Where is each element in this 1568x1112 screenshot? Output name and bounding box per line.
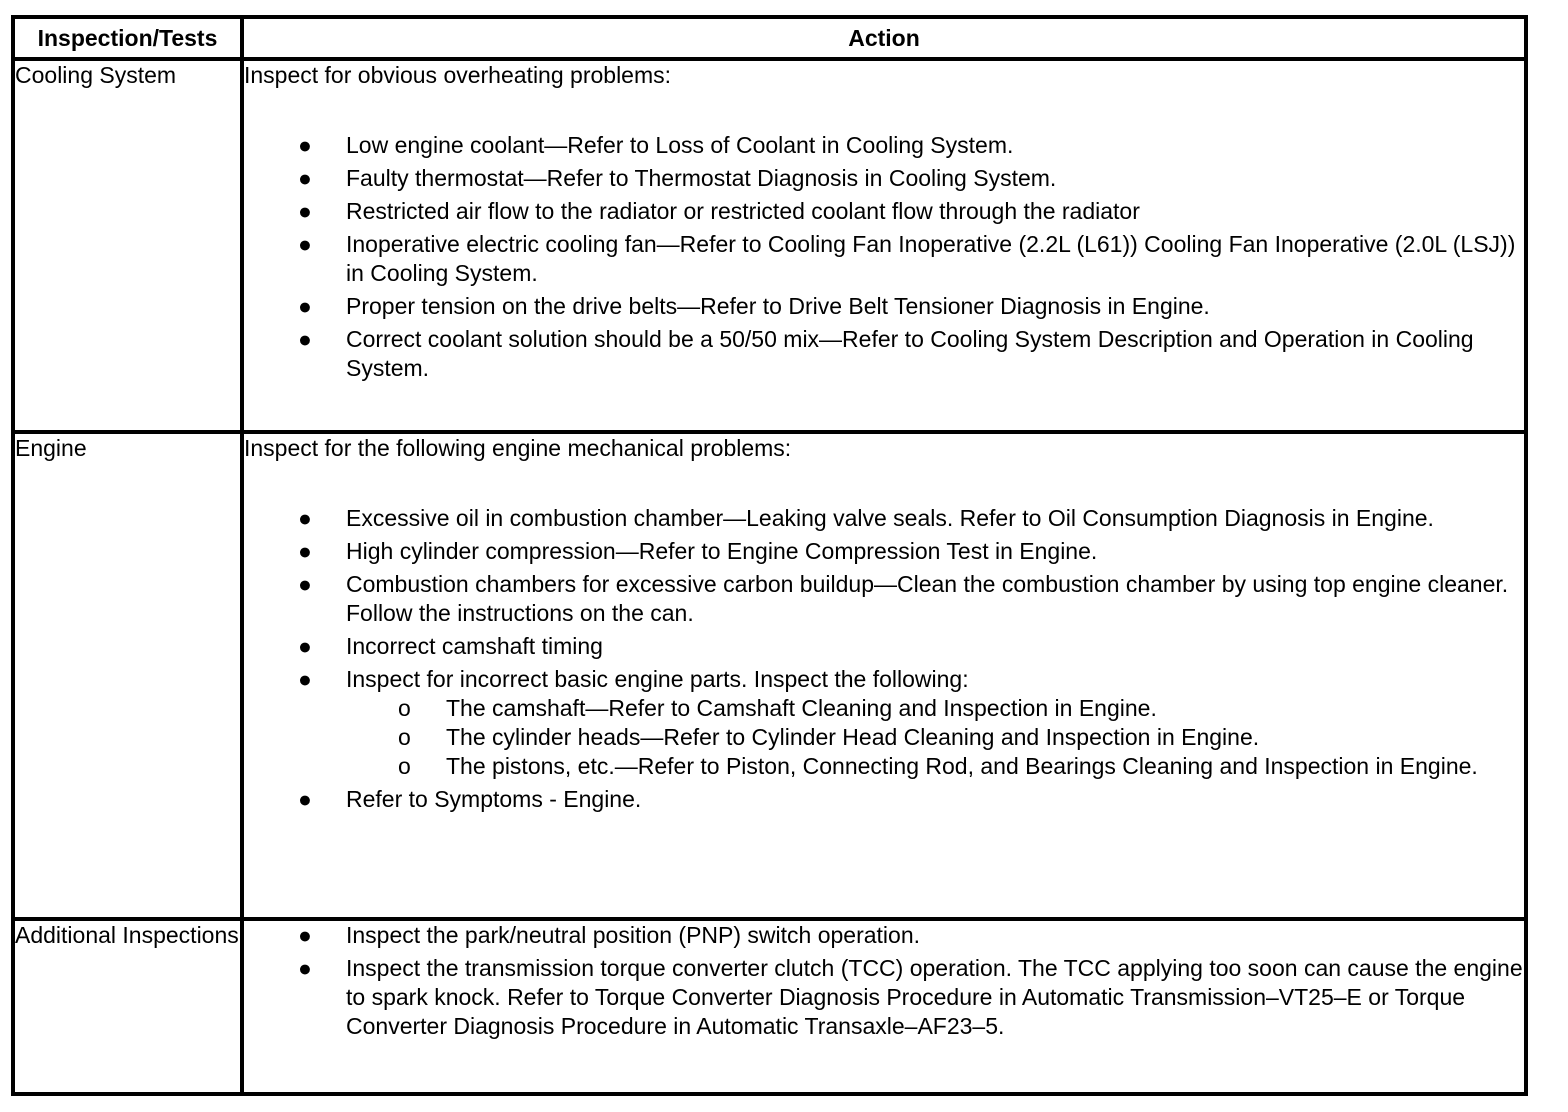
sub-list-item-text: The cylinder heads—Refer to Cylinder Head Cleaning and Inspection in Engine.: [446, 724, 1260, 750]
list-item-text: Inspect for incorrect basic engine parts. Inspect the following:: [346, 666, 969, 692]
diagnosis-table: [11, 15, 1528, 1096]
list-item: [244, 230, 1524, 288]
header-row: [13, 17, 1526, 59]
sub-bullet-icon: o: [398, 695, 411, 721]
sub-list-item: [346, 694, 1524, 723]
bullet-list: [244, 131, 1524, 383]
table-row: [13, 919, 1526, 1094]
bullet-icon: ●: [298, 198, 312, 224]
sub-bullet-icon: o: [398, 724, 411, 750]
sub-bullet-list: [346, 694, 1524, 781]
header-action: Action: [242, 17, 1526, 59]
list-item: [244, 504, 1524, 533]
list-item-text: Correct coolant solution should be a 50/50 mix—Refer to Cooling System Description and Operation in Cooling System.: [346, 326, 1474, 381]
list-item: [244, 785, 1524, 814]
list-item-text: Low engine coolant—Refer to Loss of Coolant in Cooling System.: [346, 132, 1014, 158]
list-item: [244, 131, 1524, 160]
list-item-text: Excessive oil in combustion chamber—Leaking valve seals. Refer to Oil Consumption Diagnosis in Engine.: [346, 505, 1434, 531]
row-label: Engine: [13, 432, 242, 919]
row-action: [242, 919, 1526, 1094]
list-item: [244, 164, 1524, 193]
bullet-icon: ●: [298, 666, 312, 692]
list-item: [244, 325, 1524, 383]
bullet-icon: ●: [298, 293, 312, 319]
list-item: [244, 570, 1524, 628]
action-intro: Inspect for the following engine mechanical problems:: [244, 435, 792, 461]
list-item: [244, 537, 1524, 566]
bullet-icon: ●: [298, 231, 312, 257]
bullet-icon: ●: [298, 538, 312, 564]
list-item-text: Combustion chambers for excessive carbon buildup—Clean the combustion chamber by using top engine cleaner. Follow the instructions on the can.: [346, 571, 1509, 626]
list-item-text: Incorrect camshaft timing: [346, 633, 603, 659]
bullet-icon: ●: [298, 633, 312, 659]
table-row: [13, 432, 1526, 919]
list-item-text: High cylinder compression—Refer to Engine Compression Test in Engine.: [346, 538, 1098, 564]
sub-bullet-icon: o: [398, 753, 411, 779]
bullet-list: [244, 921, 1524, 1041]
list-item: [244, 197, 1524, 226]
sub-list-item-text: The pistons, etc.—Refer to Piston, Connecting Rod, and Bearings Cleaning and Inspection in Engine.: [446, 753, 1478, 779]
list-item: [244, 665, 1524, 781]
list-item-text: Inspect the park/neutral position (PNP) switch operation.: [346, 922, 921, 948]
row-label: Additional Inspections: [13, 919, 242, 1094]
list-item-text: Refer to Symptoms - Engine.: [346, 786, 642, 812]
list-item-text: Proper tension on the drive belts—Refer to Drive Belt Tensioner Diagnosis in Engine.: [346, 293, 1210, 319]
action-intro: Inspect for obvious overheating problems:: [244, 62, 672, 88]
list-item-text: Inspect the transmission torque converter clutch (TCC) operation. The TCC applying too soon can cause the engine to spark knock. Refer to Torque Converter Diagnosis Procedure in Automatic Transmission–VT25–E or Torque Converter Diagnosis Procedure in Automatic Transaxle–AF23–5.: [346, 955, 1523, 1039]
list-item-text: Restricted air flow to the radiator or restricted coolant flow through the radiator: [346, 198, 1140, 224]
list-item: [244, 954, 1524, 1041]
list-item: [244, 292, 1524, 321]
bullet-icon: ●: [298, 326, 312, 352]
sub-list-item-text: The camshaft—Refer to Camshaft Cleaning and Inspection in Engine.: [446, 695, 1157, 721]
list-item-text: Inoperative electric cooling fan—Refer to Cooling Fan Inoperative (2.2L (L61)) Cooling Fan Inoperative (2.0L (LSJ)) in Cooling System.: [346, 231, 1516, 286]
list-item: [244, 632, 1524, 661]
list-item-text: Faulty thermostat—Refer to Thermostat Diagnosis in Cooling System.: [346, 165, 1057, 191]
header-inspection-tests: Inspection/Tests: [13, 17, 242, 59]
list-item: [244, 921, 1524, 950]
row-action: [242, 432, 1526, 919]
table-row: [13, 59, 1526, 432]
row-action: [242, 59, 1526, 432]
bullet-icon: ●: [298, 132, 312, 158]
bullet-icon: ●: [298, 571, 312, 597]
sub-list-item: [346, 723, 1524, 752]
bullet-icon: ●: [298, 165, 312, 191]
bullet-list: [244, 504, 1524, 814]
bullet-icon: ●: [298, 786, 312, 812]
bullet-icon: ●: [298, 505, 312, 531]
bullet-icon: ●: [298, 922, 312, 948]
bullet-icon: ●: [298, 955, 312, 981]
row-label: Cooling System: [13, 59, 242, 432]
sub-list-item: [346, 752, 1524, 781]
